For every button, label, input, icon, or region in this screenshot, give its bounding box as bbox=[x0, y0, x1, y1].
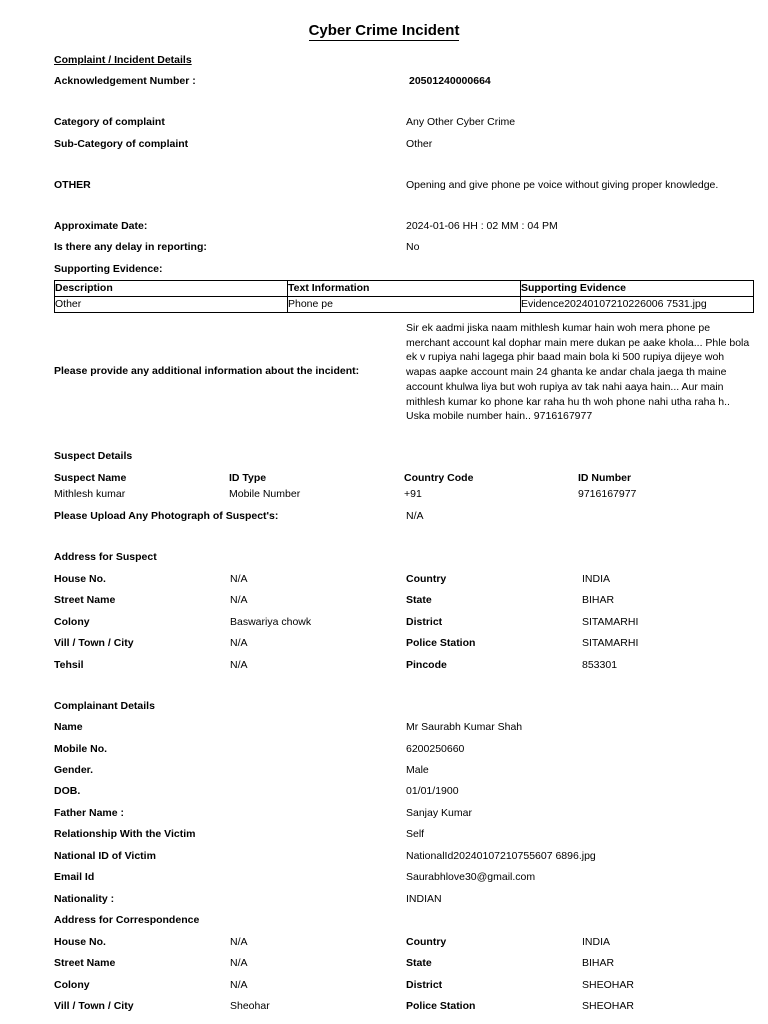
suspect-pincode-value: 853301 bbox=[582, 659, 618, 671]
page-title: Cyber Crime Incident bbox=[308, 22, 460, 39]
suspect-photo-value: N/A bbox=[406, 510, 424, 522]
id-number-header: ID Number bbox=[578, 472, 632, 484]
suspect-pincode-label: Pincode bbox=[406, 659, 447, 671]
incident-section-title: Complaint / Incident Details bbox=[54, 54, 192, 66]
suspect-name-header: Suspect Name bbox=[54, 472, 127, 484]
country-label: Country bbox=[406, 936, 447, 948]
suspect-state-label: State bbox=[406, 594, 432, 606]
city-value: Sheohar bbox=[230, 1000, 270, 1012]
id-type-value: Mobile Number bbox=[229, 488, 301, 500]
approx-date-label: Approximate Date: bbox=[54, 220, 148, 232]
father-name-label: Father Name : bbox=[54, 807, 125, 819]
suspect-colony-label: Colony bbox=[54, 616, 90, 628]
suspect-city-label: Vill / Town / City bbox=[54, 637, 134, 649]
relationship-value: Self bbox=[406, 828, 425, 840]
colony-label: Colony bbox=[54, 979, 90, 991]
ack-number-label: Acknowledgement Number : bbox=[54, 75, 196, 87]
evidence-description: Other bbox=[55, 297, 288, 313]
state-label: State bbox=[406, 957, 432, 969]
country-code-value: +91 bbox=[404, 488, 422, 500]
suspect-police-station-label: Police Station bbox=[406, 637, 476, 649]
street-label: Street Name bbox=[54, 957, 116, 969]
other-value: Opening and give phone pe voice without giving proper knowledge. bbox=[406, 179, 719, 191]
police-station-label: Police Station bbox=[406, 1000, 476, 1012]
suspect-district-label: District bbox=[406, 616, 443, 628]
district-value: SHEOHAR bbox=[582, 979, 634, 991]
police-station-value: SHEOHAR bbox=[582, 1000, 634, 1012]
suspect-street-label: Street Name bbox=[54, 594, 116, 606]
relationship-label: Relationship With the Victim bbox=[54, 828, 196, 840]
ack-number-value: 20501240000664 bbox=[409, 75, 491, 87]
supporting-evidence-label: Supporting Evidence: bbox=[54, 263, 163, 275]
suspect-street-value: N/A bbox=[230, 594, 248, 606]
suspect-tehsil-value: N/A bbox=[230, 659, 248, 671]
suspect-house-no-label: House No. bbox=[54, 573, 106, 585]
suspect-country-value: INDIA bbox=[582, 573, 611, 585]
suspect-photo-label: Please Upload Any Photograph of Suspect's: bbox=[54, 510, 279, 522]
house-no-value: N/A bbox=[230, 936, 248, 948]
delay-label: Is there any delay in reporting: bbox=[54, 241, 207, 253]
suspect-city-value: N/A bbox=[230, 637, 248, 649]
suspect-state-value: BIHAR bbox=[582, 594, 615, 606]
correspondence-address-title: Address for Correspondence bbox=[54, 914, 200, 926]
subcategory-value: Other bbox=[406, 138, 433, 150]
nationality-value: INDIAN bbox=[406, 893, 442, 905]
national-id-label: National ID of Victim bbox=[54, 850, 156, 862]
evidence-header-text-information: Text Information bbox=[288, 281, 521, 297]
suspect-house-no-value: N/A bbox=[230, 573, 248, 585]
suspect-colony-value: Baswariya chowk bbox=[230, 616, 312, 628]
gender-value: Male bbox=[406, 764, 429, 776]
suspect-name-value: Mithlesh kumar bbox=[54, 488, 126, 500]
category-label: Category of complaint bbox=[54, 116, 165, 128]
suspect-address-title: Address for Suspect bbox=[54, 551, 157, 563]
complainant-section-title: Complainant Details bbox=[54, 700, 155, 712]
country-code-header: Country Code bbox=[404, 472, 474, 484]
nationality-label: Nationality : bbox=[54, 893, 115, 905]
gender-label: Gender. bbox=[54, 764, 94, 776]
evidence-file-link[interactable]: Evidence20240107210226006 7531.jpg bbox=[521, 297, 754, 313]
email-value: Saurabhlove30@gmail.com bbox=[406, 871, 536, 883]
other-label: OTHER bbox=[54, 179, 91, 191]
complainant-name-label: Name bbox=[54, 721, 83, 733]
state-value: BIHAR bbox=[582, 957, 615, 969]
evidence-header-description: Description bbox=[55, 281, 288, 297]
additional-info-value: Sir ek aadmi jiska naam mithlesh kumar hain woh mera phone pe merchant account kal dophar main mere dukan pe aake khola... Phle bola ek v rupiya nahi lagega phir baad main bola ki 500 rupiya dijeye woh wapas aapke account main 24 ghanta ke andar chala jaega th maine account khulwa liya but woh rupiya av tak nahi aaya hain... Aur main mithlesh kumar ko phone kar raha hu th woh phone nahi utha raha h.. Uska mobile number hain.. 9716167977 bbox=[406, 322, 750, 423]
dob-value: 01/01/1900 bbox=[406, 785, 459, 797]
subcategory-label: Sub-Category of complaint bbox=[54, 138, 189, 150]
suspect-section-title: Suspect Details bbox=[54, 450, 133, 462]
country-value: INDIA bbox=[582, 936, 611, 948]
id-number-value: 9716167977 bbox=[578, 488, 637, 500]
district-label: District bbox=[406, 979, 443, 991]
city-label: Vill / Town / City bbox=[54, 1000, 134, 1012]
additional-info-label: Please provide any additional information about the incident: bbox=[54, 365, 360, 377]
suspect-tehsil-label: Tehsil bbox=[54, 659, 84, 671]
suspect-country-label: Country bbox=[406, 573, 447, 585]
evidence-table-header bbox=[55, 281, 754, 297]
delay-value: No bbox=[406, 241, 420, 253]
complainant-name-value: Mr Saurabh Kumar Shah bbox=[406, 721, 523, 733]
email-label: Email Id bbox=[54, 871, 95, 883]
table-row bbox=[55, 297, 754, 313]
street-value: N/A bbox=[230, 957, 248, 969]
suspect-district-value: SITAMARHI bbox=[582, 616, 639, 628]
mobile-label: Mobile No. bbox=[54, 743, 108, 755]
suspect-police-station-value: SITAMARHI bbox=[582, 637, 639, 649]
evidence-header-supporting-evidence: Supporting Evidence bbox=[521, 281, 754, 297]
mobile-value: 6200250660 bbox=[406, 743, 465, 755]
evidence-text-information: Phone pe bbox=[288, 297, 521, 313]
father-name-value: Sanjay Kumar bbox=[406, 807, 472, 819]
approx-date-value: 2024-01-06 HH : 02 MM : 04 PM bbox=[406, 220, 558, 232]
colony-value: N/A bbox=[230, 979, 248, 991]
house-no-label: House No. bbox=[54, 936, 106, 948]
evidence-table bbox=[54, 280, 754, 313]
id-type-header: ID Type bbox=[229, 472, 267, 484]
category-value: Any Other Cyber Crime bbox=[406, 116, 516, 128]
national-id-file-link[interactable]: NationalId20240107210755607 6896.jpg bbox=[406, 850, 596, 862]
dob-label: DOB. bbox=[54, 785, 81, 797]
